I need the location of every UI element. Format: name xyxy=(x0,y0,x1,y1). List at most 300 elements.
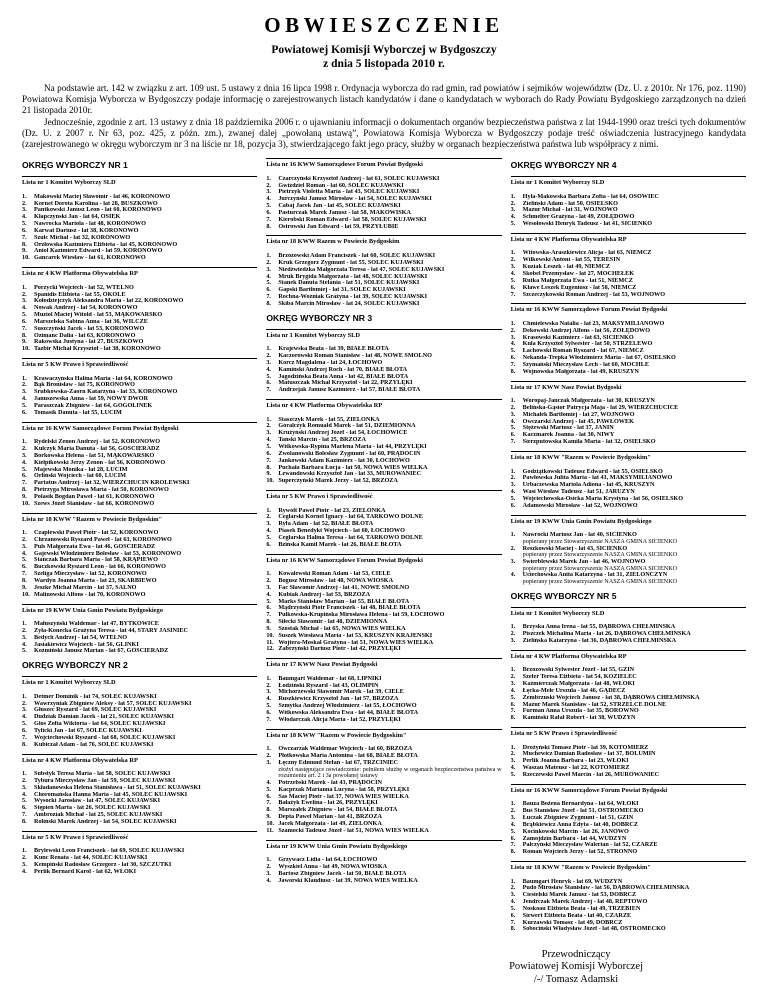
candidate-entries xyxy=(511,667,746,722)
candidate-number: 2. xyxy=(22,855,27,862)
candidate-name: Stańczak Barbara Maria - lat 58, KRĄPIEWO xyxy=(34,557,158,564)
column-3 xyxy=(511,158,746,938)
candidate-entry xyxy=(511,842,746,849)
list-header: Lista nr 16 KWW Samorządowe Forum Powiat Bydgoski xyxy=(266,161,423,169)
candidate-entry xyxy=(511,822,746,829)
list-header: Lista nr 1 Komitet Wyborczy SLD xyxy=(510,609,605,617)
candidate-number: 4. xyxy=(510,899,516,906)
candidate-name: Belińska-Gąsior Patrycja Maja - lat 29, WIERZCHUCICE xyxy=(522,404,679,411)
list-header: Lista nr 4 KW Platforma Obywatelska RP xyxy=(510,652,627,660)
candidate-entry xyxy=(266,828,501,835)
candidate-number: 6. xyxy=(266,541,271,548)
candidate-number: 5. xyxy=(22,721,27,728)
district-heading: OKRĘG WYBORCZY NR 1 xyxy=(22,160,128,171)
candidate-columns xyxy=(22,158,746,938)
candidate-number: 7. xyxy=(510,919,516,926)
candidate-name: Spanidis Elżbieta - lat 55, OKOLE xyxy=(34,291,126,298)
candidate-entries xyxy=(266,746,501,834)
candidate-number: 4. xyxy=(266,528,271,535)
candidate-number: 3. xyxy=(22,452,27,459)
candidate-entry xyxy=(511,708,746,715)
candidate-list xyxy=(266,840,501,885)
candidate-entries xyxy=(266,676,501,724)
candidate-name: Suszczyński Jacek - lat 53, KORONOWO xyxy=(34,325,145,332)
candidate-entry xyxy=(22,551,257,558)
candidate-name: Jasiakiewicz Wojciech - lat 56, GLINKI xyxy=(34,641,139,648)
candidate-entry xyxy=(22,201,257,208)
candidate-entry xyxy=(22,564,257,571)
candidate-number: 4. xyxy=(22,714,27,721)
candidate-entry xyxy=(511,751,746,758)
list-header: Lista nr 18 KWW Razem w Powiecie Bydgoskim xyxy=(266,238,400,246)
list-header: Lista nr 5 KW Prawo i Sprawiedliwość xyxy=(22,833,129,841)
candidate-number: 3. xyxy=(22,389,27,396)
candidate-entry xyxy=(511,559,746,566)
candidate-name: Stężewski Mariusz - lat 37, JANIN xyxy=(522,425,614,432)
candidate-number: 5. xyxy=(510,495,516,502)
candidate-entry xyxy=(266,287,501,294)
candidate-entry xyxy=(266,857,501,864)
candidate-entry xyxy=(266,465,501,472)
candidate-number: 7. xyxy=(22,480,27,487)
candidate-number: 5. xyxy=(510,905,516,912)
candidate-entry xyxy=(266,478,501,485)
candidate-number: 6. xyxy=(22,805,27,812)
candidate-entry xyxy=(266,280,501,287)
candidate-name: Dudziak Damian Jacek - lat 21, SOLEC KUJAWSKI xyxy=(34,714,174,721)
candidate-number: 2. xyxy=(22,446,27,452)
candidate-number: 5. xyxy=(510,425,516,432)
candidate-entry xyxy=(266,451,501,458)
candidate-entry xyxy=(22,785,257,792)
candidate-number: 8. xyxy=(266,619,271,626)
candidate-number: 2. xyxy=(510,674,516,681)
candidate-number: 1. xyxy=(510,878,516,885)
candidate-entry xyxy=(511,432,746,439)
candidate-number: 7. xyxy=(22,734,27,741)
list-header: Lista nr 19 KWW Unia Gmin Powiatu Bydgoskiego xyxy=(510,517,652,525)
candidate-name: Baumgart Waldemar - lat 68, LIPNIKI xyxy=(278,675,382,682)
candidate-number: 3. xyxy=(510,482,516,489)
candidate-entry xyxy=(266,871,501,878)
signature-name: /-/ Tomasz Adamski xyxy=(533,973,619,985)
candidate-name: Szulc Michał - lat 32, KORONOWO xyxy=(34,234,131,241)
candidate-entry xyxy=(22,544,257,551)
candidate-name: Kławe Leszek Eugeniusz - lat 58, NIEMCZ xyxy=(522,284,637,291)
candidate-entry xyxy=(511,695,746,702)
candidate-entry xyxy=(22,805,257,812)
candidate-number: 8. xyxy=(22,241,27,248)
candidate-number: 10. xyxy=(266,820,275,827)
candidate-number: 4. xyxy=(510,270,516,277)
candidate-number: 3. xyxy=(266,584,271,591)
candidate-entry xyxy=(266,535,501,542)
candidate-name: Krużyński Andrzej Józef - lat 54, ŁOCHOWICE xyxy=(278,430,408,437)
candidate-number: 8. xyxy=(266,807,271,814)
candidate-number: 2. xyxy=(266,353,271,360)
candidate-list xyxy=(22,754,257,826)
candidate-name: Łuczak Zbigniew Zygmunt - lat 51, GZIN xyxy=(522,815,634,821)
candidate-number: 6. xyxy=(510,502,516,509)
candidate-number: 4. xyxy=(510,572,516,579)
candidate-number: 2. xyxy=(510,751,516,758)
candidate-name: Tybura Mieczysław Jan - lat 59, SOLEC KUJAWSKI xyxy=(34,777,176,784)
candidate-number: 7. xyxy=(266,294,271,301)
candidate-entry xyxy=(266,417,501,424)
candidate-number: 1. xyxy=(510,250,516,257)
candidate-number: 6. xyxy=(266,209,271,216)
candidate-number: 6. xyxy=(510,432,516,439)
candidate-name: Sobociński Władysław Józef - lat 48, OSTROMECKO xyxy=(522,926,666,933)
candidate-name: Lewandowski Krzysztof Jan - lat 33, MUROWANIEC xyxy=(278,471,422,478)
district-heading: OKRĘG WYBORCZY NR 2 xyxy=(22,660,128,671)
candidate-entry xyxy=(511,667,746,674)
candidate-number: 5. xyxy=(510,277,516,284)
candidate-entry xyxy=(511,849,746,856)
candidate-number: 2. xyxy=(510,885,516,892)
candidate-number: 2. xyxy=(266,753,271,759)
candidate-entry xyxy=(22,446,257,453)
candidate-entry xyxy=(266,571,501,578)
candidate-entry xyxy=(22,255,257,262)
candidate-entry xyxy=(511,425,746,432)
candidate-entry xyxy=(266,703,501,710)
candidate-list xyxy=(511,727,746,779)
candidate-entry xyxy=(511,341,746,348)
candidate-list xyxy=(266,235,501,307)
candidate-entry xyxy=(266,592,501,599)
candidate-number: 7. xyxy=(22,571,27,578)
candidate-number: 3. xyxy=(266,359,271,366)
candidate-entries xyxy=(22,848,257,875)
candidate-name: Detmer Dominik - lat 74, SOLEC KUJAWSKI xyxy=(34,693,157,700)
candidate-entry xyxy=(511,355,746,362)
candidate-entry xyxy=(511,278,746,285)
list-header: Lista nr 4 KW Platforma Obywatelska RP xyxy=(22,270,138,278)
candidate-name: Kempiński Radosław Grzegorz - lat 30, SZCZUTKI xyxy=(34,861,172,868)
candidate-number: 5. xyxy=(22,557,27,564)
candidate-number: 10. xyxy=(266,632,275,639)
candidate-name: Depta Paweł Marian - lat 41, BRZOZA xyxy=(278,814,382,821)
candidate-name: Gancarek Wiesław - lat 61, KORONOWO xyxy=(34,255,146,262)
candidate-name: Drożyński Tomasz Piotr - lat 39, KOTOMIERZ xyxy=(522,744,649,751)
candidate-entry xyxy=(511,207,746,214)
candidate-name: Substyk Teresa Maria - lat 58, SOLEC KUJAWSKI xyxy=(34,771,171,777)
candidate-entry xyxy=(22,855,257,862)
candidate-entry xyxy=(22,628,257,635)
candidate-number: 7. xyxy=(510,291,516,298)
column-2 xyxy=(266,158,501,938)
candidate-entry xyxy=(22,376,257,383)
candidate-entry xyxy=(511,348,746,355)
candidate-entries xyxy=(266,346,501,394)
candidate-list xyxy=(511,515,746,586)
candidate-name: Staszczyk Marek - lat 55, ZIELONKA xyxy=(278,416,380,423)
candidate-number: 3. xyxy=(22,861,27,868)
candidate-entry xyxy=(511,285,746,292)
candidate-number: 7. xyxy=(22,325,27,332)
candidate-number: 3. xyxy=(22,298,27,305)
candidate-list xyxy=(511,176,746,228)
candidate-name: Szczeczykowski Roman Andrzej - lat 53, WOJNOWO xyxy=(522,291,666,298)
candidate-number: 4. xyxy=(266,366,271,373)
candidate-number: 1. xyxy=(266,857,271,864)
candidate-entry xyxy=(22,312,257,319)
candidate-list xyxy=(22,513,257,599)
candidate-name: Schmelter Grażyna - lat 49, ŻOŁĘDOWO xyxy=(522,214,635,221)
candidate-entries xyxy=(511,321,746,376)
candidate-number: 3. xyxy=(22,784,27,791)
candidate-number: 2. xyxy=(22,700,27,707)
candidate-number: 1. xyxy=(22,621,27,628)
candidate-entry xyxy=(266,367,501,374)
candidate-entry xyxy=(511,688,746,695)
candidate-number: 1. xyxy=(22,375,27,382)
candidate-entry xyxy=(22,382,257,389)
candidate-number: 6. xyxy=(266,287,271,294)
candidate-number: 3. xyxy=(266,521,271,528)
candidate-number: 2. xyxy=(266,577,271,584)
candidate-entries xyxy=(511,194,746,228)
candidate-number: 8. xyxy=(22,487,27,494)
candidate-entry xyxy=(511,257,746,264)
candidate-entry xyxy=(511,879,746,886)
candidate-number: 4. xyxy=(22,305,27,312)
candidate-entries xyxy=(511,745,746,779)
candidate-number: 2. xyxy=(22,200,27,207)
candidate-entry xyxy=(266,380,501,387)
candidate-entry xyxy=(511,745,746,752)
candidate-name: Jaworski Klaudiusz - lat 39, NOWA WIEŚ WIELKA xyxy=(278,877,418,884)
list-header: Lista nr 17 KWW Nasz Powiat Bydgoski xyxy=(510,383,622,391)
candidate-number: 5. xyxy=(22,466,27,473)
candidate-note: popierany przez Stowarzyszenie NASZA GMINA SICIENKO xyxy=(522,565,678,572)
candidate-name: Krawaczyńska Halina Maria - lat 64, KORONOWO xyxy=(34,375,173,382)
candidate-name: Rzeczewski Paweł Marcin - lat 26, MUROWANIEC xyxy=(522,771,660,778)
candidate-number: 9. xyxy=(22,248,27,255)
candidate-name: Szews Józef Stanisław - lat 66, KORONOWO xyxy=(34,500,155,507)
candidate-name: Godziątkowski Tadeusz Edward - lat 55, OSIELSKO xyxy=(522,468,663,475)
list-header: Lista nr 19 KWW Unia Gmin Powiatu Bydgoskiego xyxy=(266,842,408,850)
candidate-number: 1. xyxy=(510,320,516,327)
candidate-name: Wardyn Joanna Marta - lat 23, SKARBIEWO xyxy=(34,578,157,584)
candidate-name: Czaplewski Paweł Piotr - lat 52, KORONOWO xyxy=(34,530,159,537)
candidate-number: 4. xyxy=(22,550,27,557)
candidate-number: 4. xyxy=(22,868,27,875)
candidate-number: 5. xyxy=(266,534,271,541)
candidate-name: Bałażyk Ewelina - lat 26, PRZYLĘKI xyxy=(278,800,378,807)
candidate-name: Skobel Przemysław - lat 27, MOCHEŁEK xyxy=(522,270,635,277)
candidate-entry xyxy=(511,702,746,709)
candidate-list xyxy=(511,303,746,375)
subtitle-commission: Powiatowej Komisji Wyborczej w Bydgoszczy xyxy=(271,44,497,56)
list-header: Lista nr 1 Komitet Wyborczy SLD xyxy=(266,331,360,339)
candidate-list xyxy=(266,490,501,549)
candidate-name: Sas Maciej Piotr - lat 37, NOWA WIEŚ WIELKA xyxy=(278,793,409,800)
candidate-name: Partatus Andrzej - lat 32, WIERZCHUCIN KRÓLEWSKI xyxy=(34,480,190,487)
list-header: Lista nr 4 KW Platforma Obywatelska RP xyxy=(266,402,383,410)
candidate-number: 1. xyxy=(22,284,27,291)
candidate-entries xyxy=(511,879,746,934)
candidate-number: 2. xyxy=(266,423,271,430)
candidate-entry xyxy=(22,194,257,201)
candidate-name: Kurzawski Tomasz - lat 49, DOBRCZ xyxy=(522,919,623,926)
candidate-name: Kulczyk Maria Danuta - lat 56, GOŚCIERADZ xyxy=(34,446,160,452)
candidate-entry xyxy=(511,419,746,426)
candidate-entry xyxy=(266,274,501,281)
candidate-name: Łęcka-Mele Urszula - lat 46, GĄDECZ xyxy=(522,687,626,694)
candidate-number: 7. xyxy=(266,716,271,723)
candidate-entry xyxy=(22,460,257,467)
candidate-entry xyxy=(266,683,501,690)
candidate-name: Baumgart Henryk - lat 69, WUDZYN xyxy=(522,878,623,885)
candidate-number: 5. xyxy=(266,703,271,710)
candidate-entry xyxy=(266,599,501,606)
candidate-name: Pantkowski Janusz Leon - lat 60, KORONOWO xyxy=(34,207,162,214)
candidate-name: Piszczek Michalina Maria - lat 26, DĄBROWA CHEŁMIŃSKA xyxy=(522,631,691,638)
candidate-entries xyxy=(22,376,257,417)
candidate-name: Nawrocka Mariola - lat 48, KORONOWO xyxy=(34,221,146,228)
candidate-entry xyxy=(22,635,257,642)
candidate-number: 8. xyxy=(510,715,516,722)
candidate-number: 5. xyxy=(510,221,516,228)
candidate-name: Buczkowski Ryszard Leon - lat 66, KORONOWO xyxy=(34,564,166,571)
candidate-name: Michorzewski Sławomir Marek - lat 39, CIELE xyxy=(278,689,404,696)
candidate-number: 5. xyxy=(510,828,516,835)
candidate-number: 3. xyxy=(22,207,27,214)
candidate-entry xyxy=(511,758,746,765)
candidate-entry xyxy=(266,183,501,190)
candidate-entry xyxy=(22,221,257,228)
candidate-entry xyxy=(511,412,746,419)
candidate-number: 4. xyxy=(22,641,27,648)
candidate-name: Włodarczak Alicja Maria - lat 52, PRZYLĘKI xyxy=(278,716,401,723)
candidate-number: 7. xyxy=(266,457,271,464)
candidate-entry xyxy=(511,250,746,257)
candidate-number: 2. xyxy=(510,808,516,815)
candidate-entries xyxy=(22,694,257,749)
candidate-number: 3. xyxy=(510,681,516,688)
candidate-entry xyxy=(22,721,257,728)
candidate-entry xyxy=(22,578,257,585)
candidate-entry xyxy=(266,619,501,626)
candidate-number: 1. xyxy=(22,771,27,777)
candidate-name: Woropaj-Janczak Małgorzata - lat 30, KRUSZYN xyxy=(522,398,655,405)
candidate-number: 9. xyxy=(266,471,271,478)
candidate-entry xyxy=(266,780,501,787)
candidate-name: Zielińska Katarzyna - lat 36, DĄBROWA CHEŁMIŃSKA xyxy=(522,638,677,644)
candidate-name: Brzozowski Sylwester Józef - lat 55, GZIN xyxy=(522,667,635,674)
candidate-list xyxy=(266,658,501,723)
candidate-name: Orliński Wojciech - lat 60, LUCIM xyxy=(34,473,127,480)
candidate-name: Chrzanowski Ryszard Paweł - lat 63, KORONOWO xyxy=(34,536,172,543)
candidate-entries xyxy=(266,417,501,485)
candidate-number: 1. xyxy=(510,744,516,751)
candidate-number: 8. xyxy=(266,300,271,307)
candidate-name: Grzywacz Lidia - lat 64, ŁOCHOWO xyxy=(278,857,378,864)
candidate-number: 3. xyxy=(266,430,271,437)
candidate-entry xyxy=(511,815,746,822)
candidate-name: Urbaczewska Mariola Adiona - lat 45, KRUSZYN xyxy=(522,482,655,489)
candidate-entry xyxy=(511,469,746,476)
candidate-number: 6. xyxy=(22,564,27,571)
candidate-number: 1. xyxy=(510,468,516,475)
candidate-entry xyxy=(511,836,746,843)
candidate-number: 5. xyxy=(266,280,271,287)
candidate-name: Nekanda-Trepka Włodzimierz Maria - lat 67, OSIELSKO xyxy=(522,355,676,362)
candidate-name: Paraszczak Zbigniew - lat 64, GOGOLINEK xyxy=(34,402,153,409)
candidate-list xyxy=(22,358,257,417)
candidate-entry xyxy=(511,201,746,208)
candidate-entries xyxy=(266,253,501,308)
candidate-number: 3. xyxy=(22,543,27,550)
candidate-entry xyxy=(266,176,501,183)
candidate-entry xyxy=(22,346,257,353)
candidate-name: Ostrowski Jan Edward - lat 59, PRZYŁUBIE xyxy=(278,223,399,230)
candidate-number: 2. xyxy=(22,382,27,389)
candidate-name: Pietrzyk Violetta Maria - lat 43, SOLEC KUJAWSKI xyxy=(278,189,420,196)
candidate-entry xyxy=(22,530,257,537)
candidate-name: Hyla-Makowska Barbara Zofia - lat 64, OSÓWIEC xyxy=(522,193,659,200)
candidate-name: Wojnowska Małgorzata - lat 49, KRUSZYN xyxy=(522,368,639,375)
candidate-number: 3. xyxy=(510,207,516,214)
candidate-entry xyxy=(266,514,501,521)
candidate-entry xyxy=(511,328,746,335)
candidate-number: 4. xyxy=(266,437,271,444)
candidate-entry xyxy=(22,592,257,599)
candidate-entry xyxy=(266,253,501,260)
candidate-entry xyxy=(266,353,501,360)
candidate-name: Mądrzyński Piotr Franciszek - lat 48, BIAŁE BŁOTA xyxy=(278,605,421,612)
candidate-entry xyxy=(22,339,257,346)
candidate-name: Kaczorowski Roman Stanisław - lat 48, NOWE SMOLNO xyxy=(278,353,432,360)
list-header: Lista nr 16 KWW Samorządowe Forum Powiat Bydgoski xyxy=(266,556,423,564)
candidate-entry xyxy=(511,264,746,271)
candidate-number: 9. xyxy=(22,493,27,500)
candidate-name: Perlik Joanna Barbara - lat 23, WŁÓKI xyxy=(522,758,629,765)
candidate-entry xyxy=(511,631,746,638)
candidate-number: 3. xyxy=(510,334,516,341)
candidate-name: Porzycki Wojciech - lat 52, WTELNO xyxy=(34,284,134,291)
candidate-number: 2. xyxy=(510,404,516,411)
candidate-number: 10. xyxy=(22,346,30,353)
candidate-name: Tomasik Danuta - lat 55, LUCIM xyxy=(34,409,122,416)
candidate-list xyxy=(22,176,257,262)
candidate-number: 8. xyxy=(22,578,27,584)
candidate-list xyxy=(511,233,746,298)
candidate-number: 6. xyxy=(266,605,271,612)
list-header: Lista nr 1 Komitet Wyborczy SLD xyxy=(510,179,605,187)
candidate-name: Szmytka Andrzej Włodzimierz - lat 55, ŁOCHOWO xyxy=(278,703,417,710)
candidate-entry xyxy=(511,194,746,201)
candidate-entry xyxy=(22,403,257,410)
candidate-name: Jagodzińska Beata Anna - lat 42, BIAŁE BŁOTA xyxy=(278,373,409,380)
candidate-entry xyxy=(266,807,501,814)
candidate-entry xyxy=(22,742,257,749)
candidate-name: Koźmiński Janusz Marian - lat 67, GOŚCIERADZ xyxy=(34,648,169,655)
candidate-number: 2. xyxy=(22,777,27,784)
candidate-number: 4. xyxy=(266,779,271,786)
candidate-entry xyxy=(22,812,257,819)
candidate-name: Choromańska Hanna Maria - lat 45, SOLEC KUJAWSKI xyxy=(34,791,188,798)
candidate-number: 3. xyxy=(266,189,271,196)
candidate-number: 4. xyxy=(22,214,27,221)
candidate-name: Rydelski Zenon Andrzej - lat 52, KORONOWO xyxy=(34,439,161,446)
candidate-entry xyxy=(22,714,257,721)
candidate-name: Mazur Marek Stanisław - lat 52, STRZELCE DOLNE xyxy=(522,701,667,708)
candidate-number: 6. xyxy=(510,284,516,291)
candidate-name: Wojciechowski Ryszard - lat 68, SOLEC KUJAWSKI xyxy=(34,734,176,741)
